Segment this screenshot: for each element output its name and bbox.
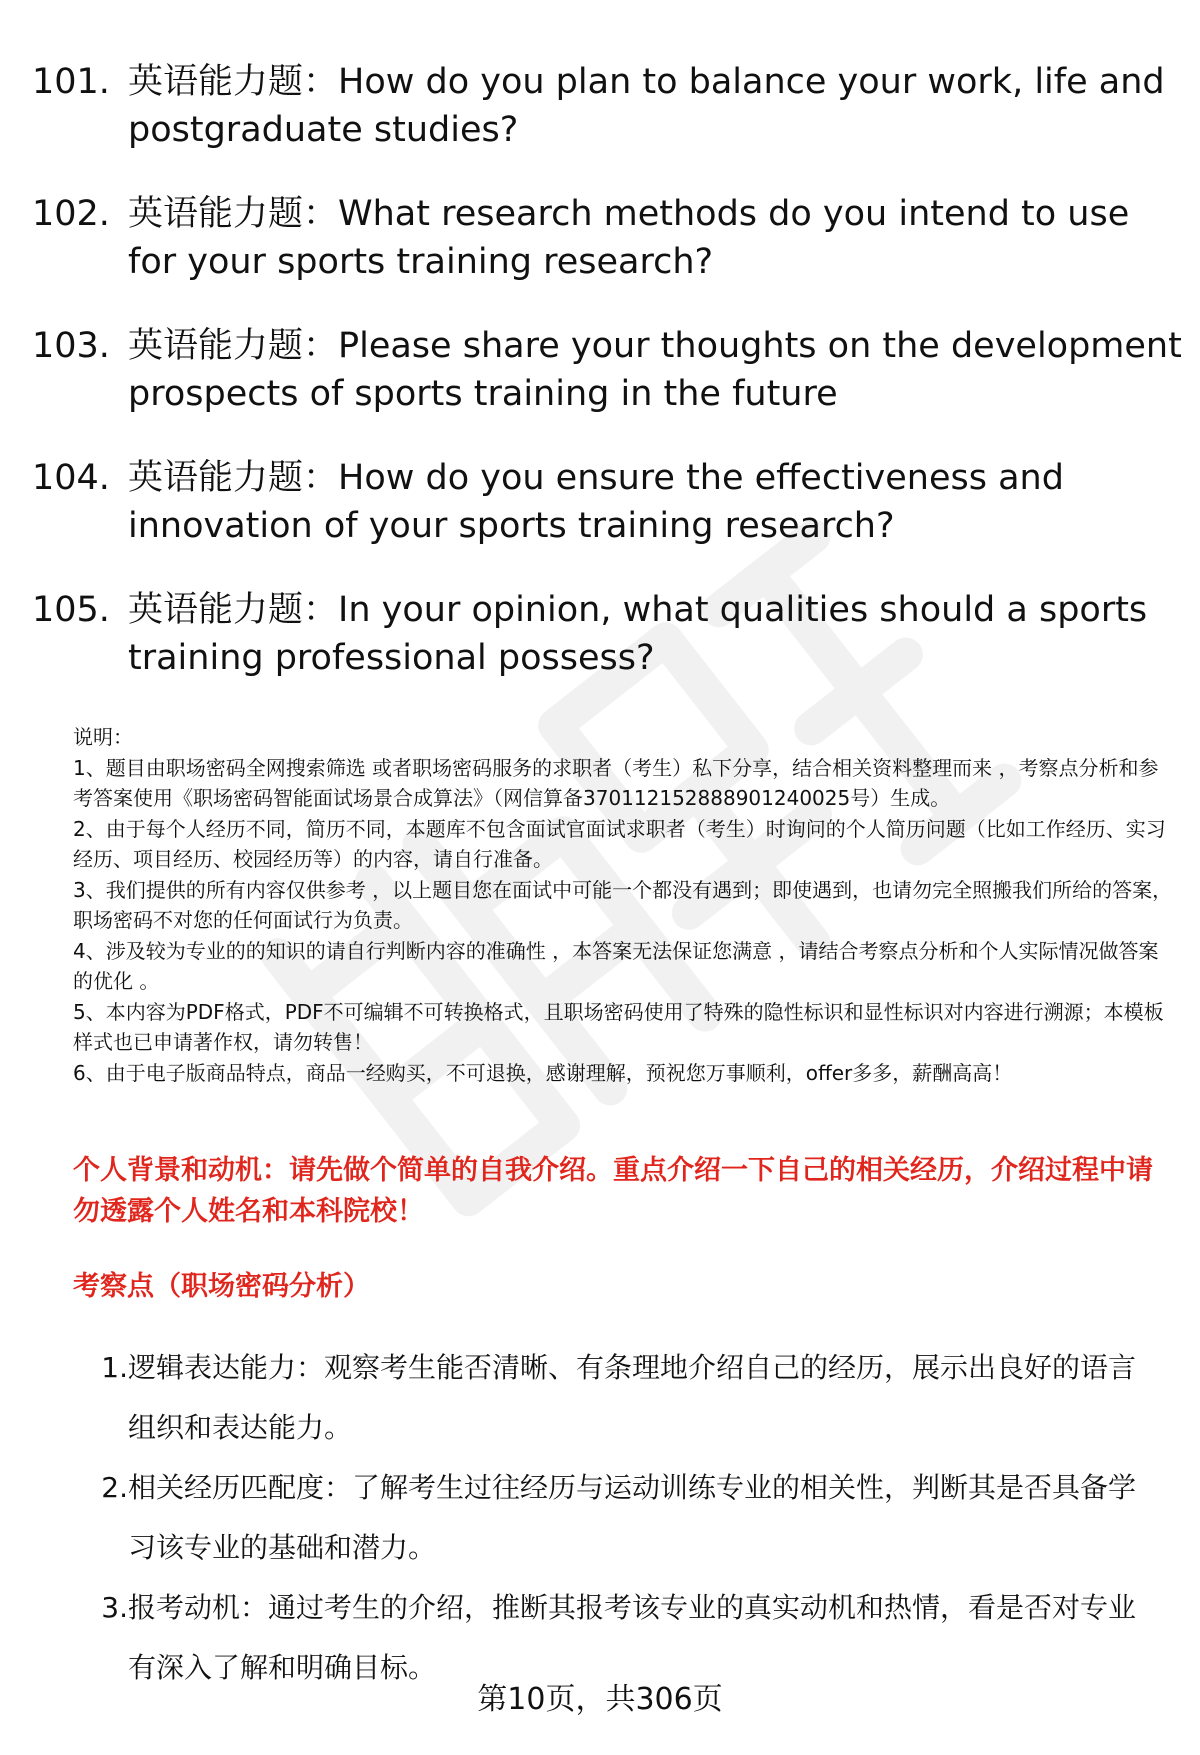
question-item: [32, 322, 1182, 418]
question-text: 英语能力题：How do you ensure the effectiveness and innovation of your sports training research?: [128, 458, 1064, 546]
question-number: 101.: [32, 62, 110, 102]
note-item: 2、由于每个人经历不同，简历不同，本题库不包含面试官面试求职者（考生）时询问的个人简历问题（比如工作经历、实习经历、项目经历、校园经历等）的内容，请自行准备。: [73, 816, 1166, 871]
point-text: 报考动机：通过考生的介绍，推断其报考该专业的真实动机和热情，看是否对专业有深入了解和明确目标。: [128, 1591, 1137, 1684]
notes-heading: 说明：: [73, 725, 133, 749]
point-number: 2.: [101, 1471, 128, 1504]
page-footer: 第10页，共306页: [477, 1682, 723, 1717]
points-heading: 考察点（职场密码分析）: [73, 1271, 370, 1302]
point-number: 3.: [101, 1591, 128, 1624]
question-number: 105.: [32, 590, 110, 630]
question-text: 英语能力题：Please share your thoughts on the development prospects of sports training in the future: [128, 326, 1182, 414]
question-text: 英语能力题：What research methods do you intend to use for your sports training research?: [128, 194, 1130, 282]
question-number: 102.: [32, 194, 110, 234]
question-number: 104.: [32, 458, 110, 498]
point-number: 1.: [101, 1351, 128, 1384]
question-number: 103.: [32, 326, 110, 366]
notes-block: [73, 722, 1173, 1088]
point-text: 相关经历匹配度：了解考生过往经历与运动训练专业的相关性，判断其是否具备学习该专业的基础和潜力。: [128, 1471, 1137, 1564]
note-item: 5、本内容为PDF格式，PDF不可编辑不可转换格式，且职场密码使用了特殊的隐性标识和显性标识对内容进行溯源；本模板样式也已申请著作权，请勿转售！: [73, 999, 1164, 1054]
point-item: [80, 1338, 1160, 1458]
points-list: [80, 1338, 1160, 1698]
note-item: 4、涉及较为专业的的知识的请自行判断内容的准确性 ，本答案无法保证您满意 ，请结合考察点分析和个人实际情况做答案的优化 。: [73, 938, 1159, 993]
question-item: [32, 190, 1182, 286]
question-item: [32, 58, 1182, 154]
question-text: 英语能力题：In your opinion, what qualities should a sports training professional possess?: [128, 590, 1148, 678]
point-text: 逻辑表达能力：观察考生能否清晰、有条理地介绍自己的经历，展示出良好的语言组织和表达能力。: [128, 1351, 1137, 1444]
question-item: [32, 454, 1182, 550]
note-item: 1、题目由职场密码全网搜索筛选 或者职场密码服务的求职者（考生）私下分享，结合相关资料整理而来 ，考察点分析和参考答案使用《职场密码智能面试场景合成算法》（网信算备370112152888901240025号）生成。: [73, 755, 1159, 810]
note-item: 3、我们提供的所有内容仅供参考 ，以上题目您在面试中可能一个都没有遇到；即使遇到，也请勿完全照搬我们所给的答案，职场密码不对您的任何面试行为负责。: [73, 877, 1173, 932]
note-item: 6、由于电子版商品特点，商品一经购买，不可退换，感谢理解，预祝您万事顺利，offer多多，薪酬高高！: [73, 1060, 1013, 1085]
point-item: [80, 1458, 1160, 1578]
question-text: 英语能力题：How do you plan to balance your work, life and postgraduate studies?: [128, 62, 1165, 150]
question-item: [32, 586, 1182, 682]
section-title: 个人背景和动机：请先做个简单的自我介绍。重点介绍一下自己的相关经历，介绍过程中请勿透露个人姓名和本科院校！: [73, 1155, 1153, 1227]
question-list: [32, 58, 1182, 718]
